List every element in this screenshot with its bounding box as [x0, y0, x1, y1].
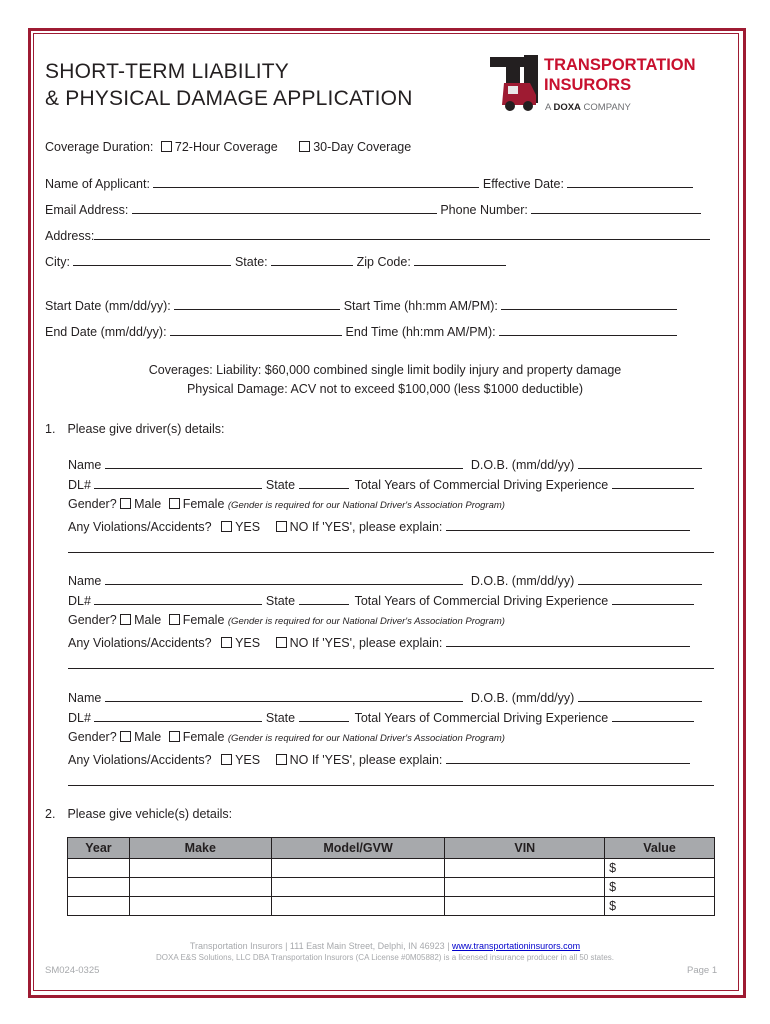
driver-3-name-row: Name D.O.B. (mm/dd/yy)	[68, 689, 702, 705]
phone-field[interactable]	[531, 201, 701, 214]
driver-1-experience-field[interactable]	[612, 476, 694, 489]
city-state-zip-row: City: State: Zip Code:	[45, 253, 506, 269]
driver-3-experience-field[interactable]	[612, 709, 694, 722]
applicant-name-field[interactable]	[153, 175, 479, 188]
year-cell[interactable]	[68, 897, 130, 916]
coverage-duration-row	[45, 140, 411, 154]
driver-1-dl-field[interactable]	[94, 476, 262, 489]
table-row	[68, 859, 715, 878]
year-cell[interactable]	[68, 878, 130, 897]
driver-1-violations-row: Any Violations/Accidents? YES NO If 'YES', please explain:	[68, 518, 690, 534]
model-cell[interactable]	[271, 878, 445, 897]
driver-2-violations-row: Any Violations/Accidents? YES NO If 'YES', please explain:	[68, 634, 690, 650]
col-value: Value	[605, 838, 715, 859]
email-field[interactable]	[132, 201, 437, 214]
footer-license: DOXA E&S Solutions, LLC DBA Transportation Insurors (CA License #0M05882) is a licensed insurance producer in all 50 states.	[155, 953, 615, 962]
footer-website-link[interactable]: www.transportationinsurors.com	[452, 941, 581, 951]
driver-3-name-field[interactable]	[105, 689, 463, 702]
driver-3-violations-row: Any Violations/Accidents? YES NO If 'YES', please explain:	[68, 751, 690, 767]
year-cell[interactable]	[68, 859, 130, 878]
table-row	[68, 897, 715, 916]
driver-2-experience-field[interactable]	[612, 592, 694, 605]
driver-2-state-field[interactable]	[299, 592, 349, 605]
model-cell[interactable]	[271, 859, 445, 878]
value-cell[interactable]: $	[605, 878, 715, 897]
driver-2-female-checkbox[interactable]	[169, 614, 180, 625]
vin-cell[interactable]	[445, 878, 605, 897]
driver-2-name-field[interactable]	[105, 572, 463, 585]
driver-3-dob-field[interactable]	[578, 689, 702, 702]
driver-2-dl-field[interactable]	[94, 592, 262, 605]
driver-3-state-field[interactable]	[299, 709, 349, 722]
city-field[interactable]	[73, 253, 231, 266]
applicant-name-row: Name of Applicant: Effective Date:	[45, 175, 693, 191]
driver-3-explain-line-2[interactable]	[68, 773, 714, 786]
driver-1-dl-row: DL# State Total Years of Commercial Driving Experience	[68, 476, 694, 492]
driver-1-dob-field[interactable]	[578, 456, 702, 469]
col-make: Make	[129, 838, 271, 859]
drivers-heading: 1. Please give driver(s) details:	[45, 422, 225, 436]
page-number: Page 1	[687, 965, 718, 976]
driver-2-dl-row: DL# State Total Years of Commercial Driving Experience	[68, 592, 694, 608]
state-field[interactable]	[271, 253, 353, 266]
vin-cell[interactable]	[445, 859, 605, 878]
logo-text-insurors: INSURORS	[544, 76, 632, 94]
driver-1-no-checkbox[interactable]	[276, 521, 287, 532]
driver-1-state-field[interactable]	[299, 476, 349, 489]
driver-2-male-checkbox[interactable]	[120, 614, 131, 625]
driver-1-yes-checkbox[interactable]	[221, 521, 232, 532]
vehicles-heading: 2. Please give vehicle(s) details:	[45, 807, 233, 821]
logo-text-transportation: TRANSPORTATION	[544, 56, 696, 74]
title-line-1: SHORT-TERM LIABILITY	[45, 60, 289, 83]
driver-3-male-checkbox[interactable]	[120, 731, 131, 742]
driver-3-gender-row: Gender? Male Female (Gender is required for our National Driver's Association Program)	[68, 730, 505, 744]
end-date-field[interactable]	[170, 323, 342, 336]
start-row: Start Date (mm/dd/yy): Start Time (hh:mm AM/PM):	[45, 297, 677, 313]
driver-1-male-checkbox[interactable]	[120, 498, 131, 509]
checkbox-30-day[interactable]	[299, 141, 310, 152]
vin-cell[interactable]	[445, 897, 605, 916]
checkbox-72-hour[interactable]	[161, 141, 172, 152]
driver-2-no-checkbox[interactable]	[276, 637, 287, 648]
title-line-2: & PHYSICAL DAMAGE APPLICATION	[45, 87, 413, 110]
driver-1-explain-line-2[interactable]	[68, 540, 714, 553]
driver-3-female-checkbox[interactable]	[169, 731, 180, 742]
label-30-day: 30-Day Coverage	[313, 140, 412, 154]
col-model-gvw: Model/GVW	[271, 838, 445, 859]
make-cell[interactable]	[129, 859, 271, 878]
start-date-field[interactable]	[174, 297, 340, 310]
address-field[interactable]	[94, 227, 710, 240]
driver-3-dl-field[interactable]	[94, 709, 262, 722]
make-cell[interactable]	[129, 897, 271, 916]
form-code: SM024-0325	[45, 965, 100, 976]
footer-address: Transportation Insurors | 111 East Main Street, Delphi, IN 46923 | www.transportationinsurors.com	[189, 941, 581, 951]
end-row: End Date (mm/dd/yy): End Time (hh:mm AM/PM):	[45, 323, 677, 339]
driver-1-gender-row: Gender? Male Female (Gender is required for our National Driver's Association Program)	[68, 497, 505, 511]
driver-3-dl-row: DL# State Total Years of Commercial Driving Experience	[68, 709, 694, 725]
coverages-line-2: Physical Damage: ACV not to exceed $100,000 (less $1000 deductible)	[186, 382, 584, 396]
zip-field[interactable]	[414, 253, 506, 266]
driver-2-explain-field[interactable]	[446, 634, 690, 647]
logo-subtitle: A DOXA COMPANY	[545, 102, 631, 113]
address-row: Address:	[45, 227, 710, 243]
form-title	[45, 58, 413, 112]
vehicles-table-header	[68, 838, 715, 859]
col-vin: VIN	[445, 838, 605, 859]
driver-2-name-row: Name D.O.B. (mm/dd/yy)	[68, 572, 702, 588]
vehicles-table	[67, 837, 715, 916]
value-cell[interactable]: $	[605, 897, 715, 916]
start-time-field[interactable]	[501, 297, 677, 310]
driver-1-name-row: Name D.O.B. (mm/dd/yy)	[68, 456, 702, 472]
driver-3-explain-field[interactable]	[446, 751, 690, 764]
coverages-line-1: Coverages: Liability: $60,000 combined single limit bodily injury and property damage	[148, 363, 622, 377]
label-72-hour: 72-Hour Coverage	[174, 140, 278, 154]
effective-date-field[interactable]	[567, 175, 693, 188]
driver-2-dob-field[interactable]	[578, 572, 702, 585]
col-year: Year	[68, 838, 130, 859]
driver-1-female-checkbox[interactable]	[169, 498, 180, 509]
model-cell[interactable]	[271, 897, 445, 916]
driver-2-gender-row: Gender? Male Female (Gender is required for our National Driver's Association Program)	[68, 613, 505, 627]
end-time-field[interactable]	[499, 323, 677, 336]
driver-2-explain-line-2[interactable]	[68, 656, 714, 669]
driver-3-yes-checkbox[interactable]	[221, 754, 232, 765]
driver-3-no-checkbox[interactable]	[276, 754, 287, 765]
table-row	[68, 878, 715, 897]
driver-1-name-field[interactable]	[105, 456, 463, 469]
driver-1-explain-field[interactable]	[446, 518, 690, 531]
driver-2-yes-checkbox[interactable]	[221, 637, 232, 648]
make-cell[interactable]	[129, 878, 271, 897]
value-cell[interactable]: $	[605, 859, 715, 878]
email-phone-row: Email Address: Phone Number:	[45, 201, 701, 217]
coverage-duration-label: Coverage Duration:	[45, 140, 154, 154]
